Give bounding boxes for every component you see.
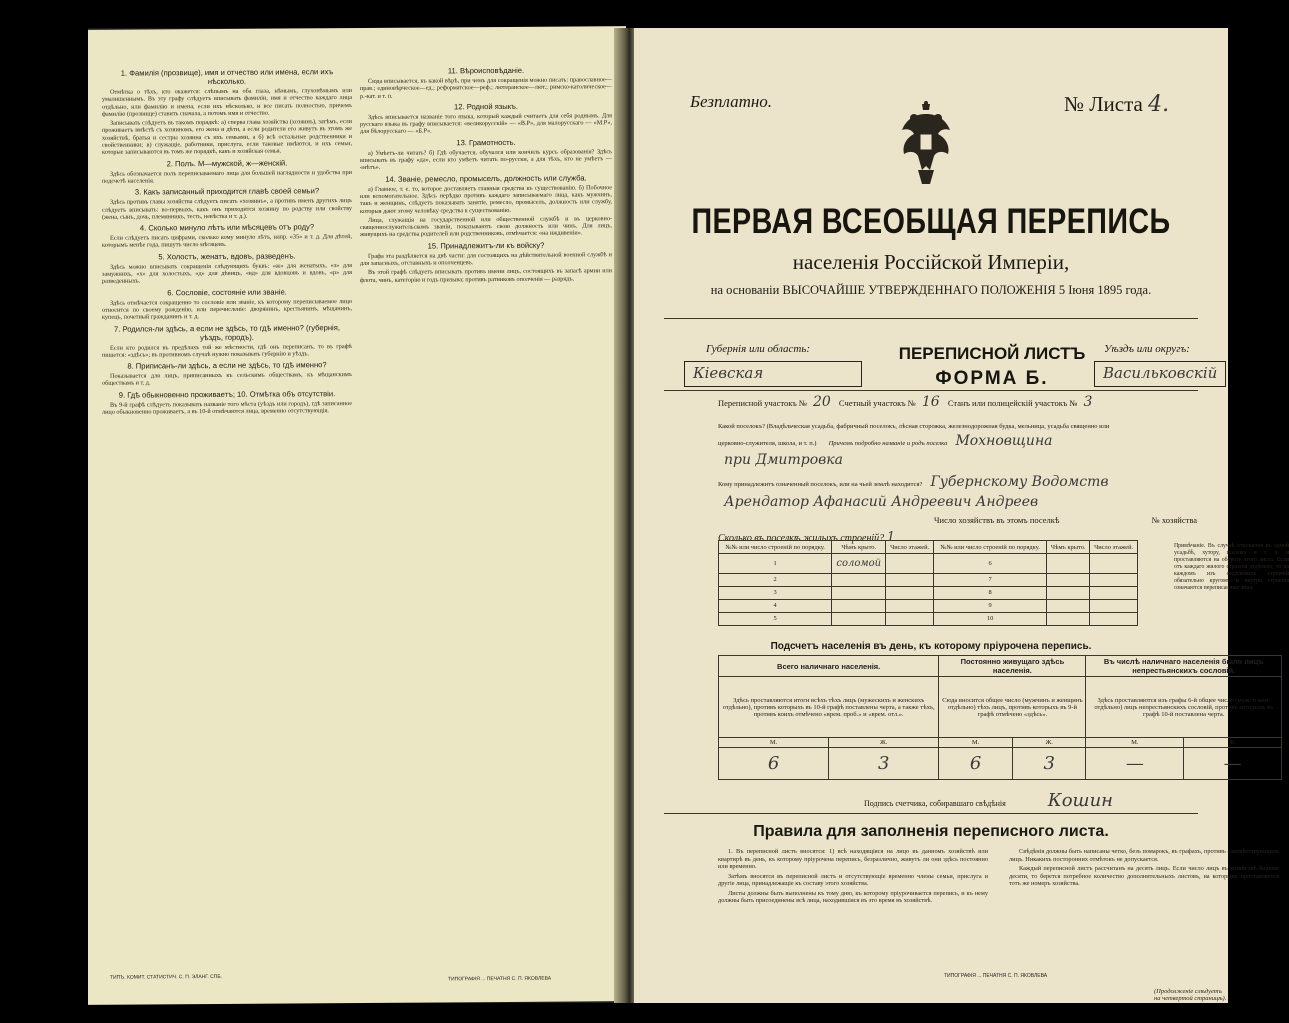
section-text: а) Умѣетъ-ли читать? б) Гдѣ обучается, обучался или кончилъ курсъ образованія? Здѣсь вписывать въ графу «да», если кто умѣетъ читать по-русски, а для тѣхъ, кто не умѣетъ — «нѣтъ». <box>360 148 612 172</box>
settlement-addition-line <box>718 452 1202 468</box>
population-table <box>718 655 1282 780</box>
right-page-footer: ТИПОГРАФІЯ ... ПЕЧАТНЯ С. П. ЯКОВЛЕВА <box>944 973 1048 979</box>
tenant-value: Арендатор Афанасий Андреевич Андреев <box>724 494 1039 510</box>
section-text: Здѣсь вписывается названіе того языка, который каждый считаетъ для себя роднымъ. Для русскаго языка въ графу вписывается: «великорусскій» — «В.Р», для малорусскаго — «М.Р», для бѣлорусскаго — «Б.Р». <box>360 112 612 136</box>
section-text: Въ 9-й графѣ слѣдуетъ показывать названіе того мѣста (уѣздъ или городъ), гдѣ записанное лицо обыкновенно проживаетъ, а въ 10-й отмѣчаются лица, временно отсутствующія. <box>102 399 352 416</box>
divider <box>664 390 1198 391</box>
divider <box>664 813 1198 814</box>
population-total-header: Всего наличнаго населенія. <box>719 656 939 677</box>
section-text: Графа эта раздѣляется на двѣ части: для состоящихъ на дѣйствительной военной службѣ и для запасныхъ, отставныхъ и ополченцевъ. <box>360 250 612 268</box>
rules-paragraph: Листы должны быть выполнены къ тому дню, къ которому пріурочивается перепись, и къ нему должны быть присоединены всѣ лица, находившіяся въ это время въ хозяйствѣ. <box>718 889 988 904</box>
table-row <box>719 554 1138 574</box>
male-header: М. <box>719 738 829 748</box>
building-number: 5 <box>719 612 832 625</box>
total-male-value: 6 <box>719 748 829 780</box>
female-header: Ж. <box>1184 738 1282 748</box>
district-value: Васильковскій <box>1103 364 1218 382</box>
section-title: 8. Приписанъ-ли здѣсь, а если не здѣсь, то гдѣ именно? <box>127 360 327 371</box>
section-title: 3. Какъ записанный приходится главѣ своей семьи? <box>134 186 320 197</box>
section-text: Отмѣтка о тѣхъ, кто окажется: слѣпымъ на оба глаза, нѣмымъ, глухонѣмымъ или умалишеннымъ. Въ эту графу слѣдуетъ вписывать фамиліи, имя и отчество каждаго лица отдѣльно, или фамилію и имена, если ихъ нѣсколько, и все писать полностью, причемъ фамилію (прозвище) ставить сначала, а потомъ имя и отчество. <box>102 87 352 118</box>
district-field <box>1094 361 1226 387</box>
section-text: а) Главное, т. е. то, которое доставляетъ главныя средства къ существованію. б) Побочное или вспомогательное. Здѣсь нерѣдко противъ каждаго записываемаго лица, какъ мужчинъ, такъ и женщинъ, слѣдуетъ показывать занятіе, ремесло, промыселъ, должность или службу, которыя дают этому человѣку средства к существованію. <box>360 183 612 215</box>
settlement-type-line <box>718 420 1202 430</box>
signature-label: Подпись счетчика, собиравшаго свѣдѣнія <box>864 799 1006 808</box>
settlement-name-value: Мохновщина <box>955 433 1053 449</box>
male-header: М. <box>939 738 1013 748</box>
owner-label: Кому принадлежитъ означенный поселокъ, или на чьей землѣ находится? <box>718 481 923 488</box>
male-header: М. <box>1086 738 1184 748</box>
buildings-count-value: 1 <box>886 530 895 545</box>
building-number: 2 <box>719 573 832 586</box>
table-row <box>719 612 1138 625</box>
census-basis: на основаніи ВЫСОЧАЙШЕ УТВЕРЖДЕННАГО ПОЛОЖЕНІЯ 5 Іюня 1895 года. <box>710 283 1152 297</box>
province-value: Кіевская <box>693 364 764 382</box>
province-label: Губернія или область: <box>706 343 811 355</box>
section-title: 11. Вѣроисповѣданіе. <box>447 65 525 76</box>
divider <box>664 318 1198 319</box>
signature-value: Кошин <box>1047 790 1114 811</box>
building-number: 1 <box>719 554 832 574</box>
settlement-type-hint: церковно-служителя, школа, и т. п.) <box>718 440 817 447</box>
double-headed-eagle-emblem <box>896 100 956 186</box>
count-section-value: 16 <box>921 394 940 410</box>
population-count-title: Подсчетъ населенія въ день, къ которому пріурочена перепись. <box>770 641 1092 652</box>
section-text: Въ этой графѣ слѣдуетъ вписывать противъ имени лицъ, состоящихъ въ запасѣ армии или флота, чинъ, категорію и годъ призыва; противъ ратниковъ ополченія — разрядъ. <box>360 267 612 284</box>
population-permanent-desc: Сюда вносится общее число (мужчинъ и женщинъ отдѣльно) тѣхъ лицъ, противъ которыхъ въ 9-й графѣ отмѣчено «здѣсь». <box>939 677 1086 738</box>
section-title: 1. Фамилія (прозвище), имя и отчество или имена, если ихъ нѣсколько. <box>120 67 334 87</box>
building-roof-value: соломой <box>832 554 886 574</box>
rules-paragraph: Свѣдѣнія должны быть написаны четко, безъ помарокъ, въ графахъ, противъ соотвѣтствующихъ лицъ. Никакихъ посторонних отмѣтокъ не допускается. <box>1009 848 1279 863</box>
buildings-col-roof: Чѣмъ крыто. <box>832 541 886 554</box>
section-title: 14. Званіе, ремесло, промыселъ, должность или служба. <box>385 173 587 184</box>
section-title: 2. Полъ. М—мужской, ж—женскій. <box>166 158 288 169</box>
buildings-col-floors: Число этажей. <box>886 541 934 554</box>
buildings-col-floors: Число этажей. <box>1090 541 1138 554</box>
population-permanent-header: Постоянно живущаго здѣсь населенія. <box>939 656 1086 677</box>
building-number: 3 <box>719 586 832 599</box>
settlement-addition-value: при Дмитровка <box>724 452 843 468</box>
section-text: Лица, служащія на государственной или общественной службѣ и въ церковно-священнослужительскомъ званіи, показываютъ свою должность или чинъ. Для лицъ, живущихъ на средства родителей или родственниковъ, отмѣчается: «на иждивеніи». <box>360 215 612 239</box>
building-number: 6 <box>933 554 1046 574</box>
nonpeasant-male-value: — <box>1086 748 1184 780</box>
section-title: 6. Сословіе, состояніе или званіе. <box>167 287 287 297</box>
section-title: 7. Родился-ли здѣсь, а если не здѣсь, то гдѣ именно? (губернія, уѣздъ, городъ). <box>114 322 340 342</box>
section-line <box>718 394 1202 410</box>
left-page-footer-b: ТИПОГРАФІЯ ... ПЕЧАТНЯ С. П. ЯКОВЛЕВА <box>448 975 552 983</box>
district-label: Уѣздъ или округъ: <box>1104 343 1190 355</box>
section-text: Показывается для лицъ, приписанныхъ къ сельскимъ обществамъ, къ мѣщанскимъ обществамъ и т. д. <box>102 371 352 388</box>
section-text: Здѣсь можно вписывать сокращенія слѣдующихъ буквъ: «ж» для женатыхъ, «з» для замужнихъ, «х» для холостыхъ, «д» для дѣвицъ, «вд» для вдовцовъ и вдовъ, «р» для разведенныхъ. <box>102 261 352 286</box>
section-title: 13. Грамотность. <box>456 137 516 148</box>
buildings-col-number: №№ или число строеній по порядку. <box>933 541 1046 554</box>
settlement-type-label: Какой поселокъ? (Владѣльческая усадьба, фабричный поселокъ, лѣсная сторожка, железнодорожная будка, мельница, усадьба священно или <box>718 423 1110 430</box>
enumerator-signature <box>864 790 1113 811</box>
sheet-number-value: 4. <box>1148 92 1170 117</box>
tenant-line <box>718 494 1202 510</box>
female-header: Ж. <box>829 738 939 748</box>
population-nonpeasant-desc: Здѣсь проставляются изъ графы 6-й общее число (муж. и жен. отдѣльно) лицъ непрестьянскихъ сословій, противъ которыхъ въ графѣ 10-й поставлена черта. <box>1086 677 1282 738</box>
owner-line <box>718 474 1202 490</box>
census-section-value: 20 <box>812 394 831 410</box>
table-row <box>719 599 1138 612</box>
building-number: 10 <box>933 612 1046 625</box>
census-title: ПЕРВАЯ ВСЕОБЩАЯ ПЕРЕПИСЬ <box>691 202 1171 241</box>
count-section-label: Счетный участокъ № <box>838 398 916 408</box>
nonpeasant-female-value: — <box>1184 748 1282 780</box>
census-section-label: Переписной участокъ № <box>718 398 807 408</box>
section-title: 9. Гдѣ обыкновенно проживаетъ; 10. Отмѣтка объ отсутствіи. <box>118 388 336 400</box>
section-text: Записывать слѣдуетъ въ такомъ порядкѣ: а) сперва глава хозяйства (хозяинъ), затѣмъ, если проживаетъ вмѣстѣ съ хозяиномъ, его жена и дѣти, а если родители его живутъ въ этомъ же хозяйствѣ, братья и сестры хозяина съ ихъ семьями, а б) всѣ остальные родственники и свойственники; в) служащіе, работники, прислуга, если таковые имѣются, и ихъ семьи, которые записываются въ томъ же порядкѣ, какъ и хозяйская семья. <box>102 118 352 157</box>
rules-paragraph: 1. Въ переписной листъ вносятся: 1) всѣ находящіяся на лицо въ данномъ хозяйствѣ или квартирѣ въ день, къ которому пріурочена перепись, безразлично, живутъ ли они здѣсь постоянно или временно. <box>718 848 988 870</box>
section-text: Здѣсь отмѣчается сокращенно то сословіе или званіе, къ которому переписываемое лицо относится по своему рожденію, или перечисленіе: дворянинъ, крестьянинъ, мѣщанинъ, купецъ, почетный гражданинъ и т. д. <box>102 297 352 322</box>
section-text: Если слѣдуетъ писать цифрами, сколько кому минуло лѣтъ, напр. «35» и т. д. Для дѣтей, которымъ менѣе года, пишутъ число мѣсяцевъ. <box>102 233 352 250</box>
population-nonpeasant-header: Въ числѣ наличнаго населенія было лицъ непрестьянскихъ сословій. <box>1086 656 1282 677</box>
buildings-count-label: Сколько въ поселкѣ жилыхъ строеній? <box>718 533 885 544</box>
left-page-footer-a: ТИПЪ. КОМИТ. СТАТИСТИЧ. С. П. ЭЛАНГ. СПБ. <box>110 973 223 981</box>
left-page <box>88 26 626 1005</box>
rules-paragraph: Каждый переписной листъ рассчитанъ на десять лицъ. Если число лицъ въ хозяйствѣ больше десяти, то берется потребное количество дополнительныхъ листовъ, на которыхъ проставляется тотъ же номеръ хозяйства. <box>1009 865 1279 887</box>
right-page <box>634 28 1289 1003</box>
table-row <box>719 586 1138 599</box>
buildings-note: Примѣчаніе. Въ случаѣ отношенія къ одной усадьбѣ, хутору, поселку и т. п. и проставляются на обороте этого листа. Если отъ каждаго жилого строенія отдѣльно, то на каждомъ изъ отдѣльныхъ строеній обязательно кругомъ и внутри строенія означаются переписанные лица. <box>1174 543 1289 591</box>
total-female-value: 3 <box>829 748 939 780</box>
households-line <box>934 515 1202 525</box>
rules-column-a <box>718 848 988 907</box>
buildings-col-number: №№ или число строеній по порядку. <box>719 541 832 554</box>
buildings-table <box>718 540 1138 626</box>
section-title: 15. Принадлежитъ-ли къ войску? <box>427 240 545 251</box>
settlement-name-line <box>718 433 1202 449</box>
buildings-col-roof: Чѣмъ крыто. <box>1047 541 1090 554</box>
rules-column-b <box>1009 848 1279 890</box>
building-number: 9 <box>933 599 1046 612</box>
sheet-title: ПЕРЕПИСНОЙ ЛИСТЪ <box>898 344 1086 363</box>
household-number-label: № хозяйства <box>1151 515 1197 525</box>
sheet-number <box>1064 92 1169 117</box>
police-section-label: Станъ или полицейскій участокъ № <box>947 398 1078 408</box>
free-label: Безплатно. <box>690 92 773 111</box>
households-label: Число хозяйствъ въ этомъ поселкѣ <box>934 515 1060 525</box>
building-number: 7 <box>933 573 1046 586</box>
permanent-male-value: 6 <box>939 748 1013 780</box>
section-title: 4. Сколько минуло лѣтъ или мѣсяцевъ отъ роду? <box>139 222 315 233</box>
table-row <box>719 573 1138 586</box>
population-total-desc: Здѣсь проставляются итоги всѣхъ тѣхъ лицъ (мужескихъ и женскихъ отдѣльно), противъ которыхъ въ 10-й графѣ поставлены черта, а также тѣхъ, противъ коихъ отмѣчено «врем. проб.» и «врем. отл.». <box>719 677 939 738</box>
section-text: Если кто родился въ предѣлахъ той же мѣстности, гдѣ онъ переписанъ, то въ графѣ пишется: «здѣсь»; въ противномъ случаѣ нужно показывать губернію и уѣздъ. <box>102 342 352 359</box>
building-number: 4 <box>719 599 832 612</box>
continued-note: (Продолженіе слѣдуетъ на четвертой страницѣ). <box>1154 988 1227 1002</box>
census-subtitle: населенія Россійской Имперіи, <box>792 250 1070 274</box>
owner-value: Губернскому Водомств <box>930 474 1109 490</box>
left-column-b <box>360 62 612 989</box>
sheet-number-label: № Листа <box>1064 92 1143 116</box>
open-census-book <box>88 28 1289 1003</box>
section-title: 5. Холостъ, женатъ, вдовъ, разведенъ. <box>158 251 296 262</box>
police-section-value: 3 <box>1083 394 1093 410</box>
permanent-female-value: 3 <box>1012 748 1086 780</box>
form-title: ФОРМА Б. <box>935 368 1049 389</box>
rules-title: Правила для заполненія переписного листа. <box>753 823 1109 840</box>
section-text: Сюда вписывается, къ какой вѣрѣ, при чемъ для сокращенія можно писать: православное—прав.; единовѣрческое—ед.; реформатское—реф.; лютеранское—лют.; римско-католическое—р.-кат. и т. п. <box>360 76 612 100</box>
rules-paragraph: Затѣмъ вносятся въ переписной листъ и отсутствующіе временно члены семьи, прислуга и другіе лица, принадлежащіе къ составу этого хозяйства. <box>718 872 988 887</box>
section-text: Здѣсь противъ главы хозяйства слѣдуетъ писать «хозяинъ», а противъ именъ другихъ лицъ слѣдуетъ вписывать: во-первыхъ, какъ онъ приходится хозяину по родству или свойству (жена, сынъ, дочь, племянникъ, тесть, невѣстка и т. д.). <box>102 197 352 221</box>
province-field <box>684 361 862 387</box>
settlement-name-label: Причемъ подробно названіе и родъ поселка <box>828 440 948 447</box>
building-number: 8 <box>933 586 1046 599</box>
section-text: Здѣсь обозначается полъ переписываемаго лица для большей наглядности и удобства при подсчетѣ населенія. <box>102 168 352 185</box>
left-column-a <box>102 64 352 991</box>
section-title: 12. Родной языкъ. <box>454 101 518 112</box>
female-header: Ж. <box>1012 738 1086 748</box>
